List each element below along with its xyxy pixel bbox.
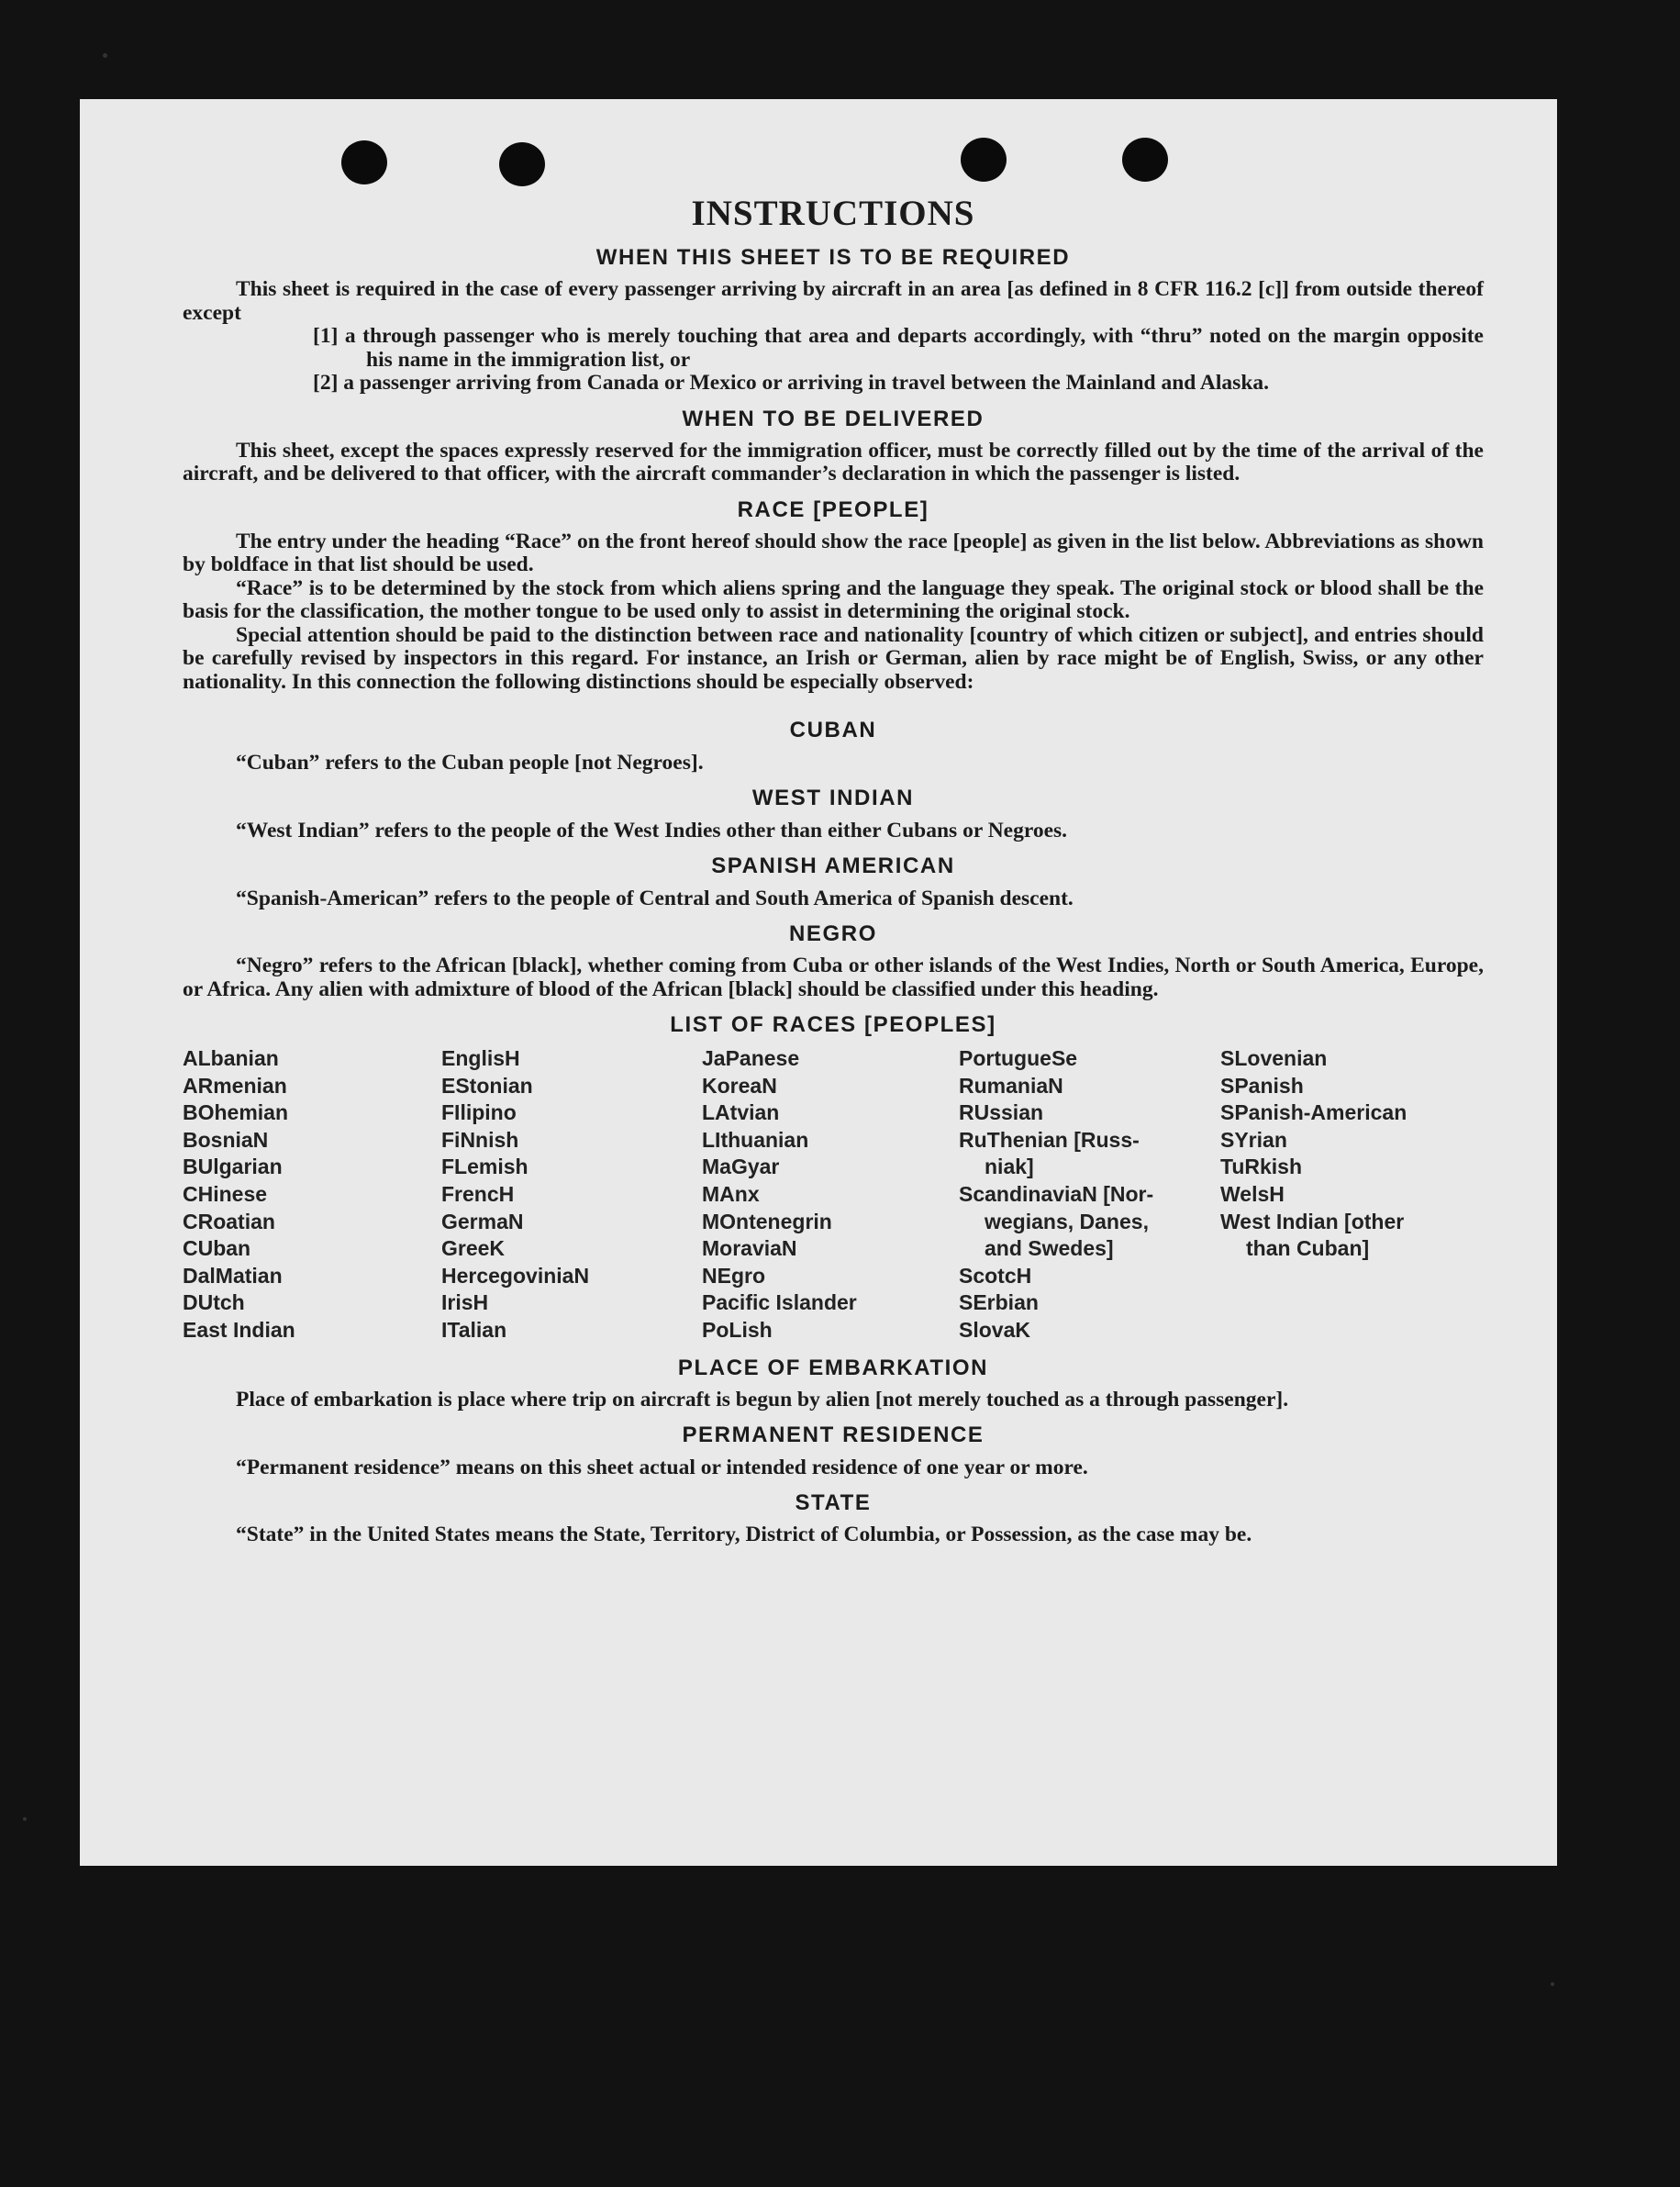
race-item: SlovaK bbox=[959, 1317, 1030, 1342]
dust-speck bbox=[1551, 1982, 1554, 1986]
race-item: HercegoviniaN bbox=[441, 1263, 590, 1288]
race-item: DUtch bbox=[183, 1290, 245, 1315]
race-paragraph-3: Special attention should be paid to the distinction between race and nationality [country of which citizen or subject], and entries should be carefully revised by inspectors in this regard. For instance, an Irish or German, alien by race might be of English, Swiss, or any other nationality. In this connection the following distinctions should be especially observed: bbox=[183, 622, 1484, 694]
race-item: KoreaN bbox=[702, 1073, 777, 1098]
race-item: FiNnish bbox=[441, 1127, 519, 1152]
race-item: LAtvian bbox=[702, 1100, 780, 1125]
dust-speck bbox=[23, 1817, 27, 1821]
punch-hole bbox=[961, 138, 1007, 182]
race-item: GreeK bbox=[441, 1236, 506, 1261]
section-heading-residence: PERMANENT RESIDENCE bbox=[682, 1423, 985, 1448]
delivered-text: This sheet, except the spaces expressly reserved for the immigration officer, must be correctly filled out by the time of the arrival of the aircraft, and be delivered to that officer, with the aircraft commander’s declaration in which the passenger is listed. bbox=[183, 438, 1484, 485]
races-list bbox=[183, 1045, 1484, 1345]
race-item: IrisH bbox=[441, 1290, 489, 1315]
races-column-3 bbox=[702, 1045, 959, 1345]
race-item-continued: wegians, Danes, bbox=[985, 1209, 1149, 1233]
section-heading-required: WHEN THIS SHEET IS TO BE REQUIRED bbox=[595, 245, 1071, 270]
race-item-continued: and Swedes] bbox=[985, 1236, 1114, 1261]
race-item: BosniaN bbox=[183, 1127, 269, 1152]
section-heading-state: STATE bbox=[795, 1490, 872, 1516]
race-item-continued: niak] bbox=[985, 1155, 1034, 1179]
race-item: Pacific Islander bbox=[702, 1290, 857, 1315]
punch-hole bbox=[499, 142, 545, 186]
race-item: EStonian bbox=[441, 1073, 533, 1098]
race-item: BOhemian bbox=[183, 1100, 289, 1125]
race-item: MoraviaN bbox=[702, 1236, 797, 1261]
race-item: BUlgarian bbox=[183, 1155, 283, 1179]
section-heading-race: RACE [PEOPLE] bbox=[737, 497, 929, 522]
residence-text: “Permanent residence” means on this sheet actual or intended residence of one year or more. bbox=[236, 1456, 1088, 1480]
race-item: ScandinaviaN [Nor- bbox=[959, 1181, 1154, 1206]
west-indian-text: “West Indian” refers to the people of the West Indies other than either Cubans or Negroes. bbox=[236, 819, 1068, 842]
cuban-text: “Cuban” refers to the Cuban people [not Negroes]. bbox=[236, 751, 704, 775]
required-intro: This sheet is required in the case of every passenger arriving by aircraft in an area [as defined in 8 CFR 116.2 [c]] from outside thereof except bbox=[183, 277, 1484, 325]
race-item: NEgro bbox=[702, 1263, 765, 1288]
spanish-american-text: “Spanish-American” refers to the people of Central and South America of Spanish descent. bbox=[236, 887, 1074, 910]
race-item: SPanish bbox=[1220, 1073, 1304, 1098]
race-paragraph-1: The entry under the heading “Race” on the front hereof should show the race [people] as given in the list below. Abbreviations as shown by boldface in that list should be used. bbox=[183, 529, 1484, 576]
race-item: SPanish-American bbox=[1220, 1100, 1407, 1125]
section-heading-list-of-races: LIST OF RACES [PEOPLES] bbox=[670, 1012, 996, 1037]
race-item: FrencH bbox=[441, 1181, 515, 1206]
section-heading-cuban: CUBAN bbox=[789, 718, 877, 742]
race-item: ARmenian bbox=[183, 1073, 287, 1098]
race-item: EnglisH bbox=[441, 1046, 520, 1070]
negro-text: “Negro” refers to the African [black], whether coming from Cuba or other islands of the West Indies, North or South America, Europe, or Africa. Any alien with admixture of blood of the African [black] should be classified under this heading. bbox=[183, 954, 1484, 1001]
race-item: WelsH bbox=[1220, 1181, 1285, 1206]
race-item: RUssian bbox=[959, 1100, 1044, 1125]
embarkation-text: Place of embarkation is place where trip on aircraft is begun by alien [not merely touched as a through passenger]. bbox=[236, 1387, 1289, 1412]
race-item: RuThenian [Russ- bbox=[959, 1127, 1140, 1152]
race-item: DalMatian bbox=[183, 1263, 283, 1288]
required-item-1: [1] a through passenger who is merely touching that area and departs accordingly, with “thru” noted on the margin opposite his name in the immigration list, or bbox=[313, 324, 1484, 372]
required-item-2: [2] a passenger arriving from Canada or Mexico or arriving in travel between the Mainland and Alaska. bbox=[313, 371, 1270, 395]
section-heading-west-indian: WEST INDIAN bbox=[751, 786, 915, 810]
section-heading-delivered: WHEN TO BE DELIVERED bbox=[682, 406, 985, 431]
race-item: SErbian bbox=[959, 1290, 1039, 1315]
punch-hole bbox=[1122, 138, 1168, 182]
race-item: CRoatian bbox=[183, 1209, 275, 1233]
race-item: RumaniaN bbox=[959, 1073, 1063, 1098]
race-item: LIthuanian bbox=[702, 1127, 809, 1152]
race-item: ITalian bbox=[441, 1317, 507, 1342]
race-item: CUban bbox=[183, 1236, 251, 1261]
race-item: JaPanese bbox=[702, 1046, 800, 1070]
race-item: CHinese bbox=[183, 1181, 268, 1206]
race-item: GermaN bbox=[441, 1209, 524, 1233]
race-item: MOntenegrin bbox=[702, 1209, 832, 1233]
race-item: West Indian [other bbox=[1220, 1209, 1405, 1233]
section-heading-embarkation: PLACE OF EMBARKATION bbox=[677, 1355, 989, 1380]
race-item: PortugueSe bbox=[959, 1046, 1078, 1070]
document-sheet bbox=[80, 99, 1557, 1866]
race-item: MaGyar bbox=[702, 1155, 780, 1179]
punch-hole bbox=[341, 140, 387, 184]
races-column-1 bbox=[183, 1045, 441, 1345]
races-column-5 bbox=[1220, 1045, 1459, 1345]
page-title: INSTRUCTIONS bbox=[691, 194, 975, 233]
race-item: TuRkish bbox=[1220, 1155, 1303, 1179]
race-item-continued: than Cuban] bbox=[1246, 1236, 1370, 1261]
races-column-2 bbox=[441, 1045, 702, 1345]
race-item: FLemish bbox=[441, 1155, 528, 1179]
race-item: East Indian bbox=[183, 1317, 295, 1342]
section-heading-negro: NEGRO bbox=[788, 921, 877, 946]
race-item: ALbanian bbox=[183, 1046, 279, 1070]
race-item: SLovenian bbox=[1220, 1046, 1328, 1070]
race-item: ScotcH bbox=[959, 1263, 1032, 1288]
dust-speck bbox=[103, 53, 107, 58]
section-heading-spanish-american: SPANISH AMERICAN bbox=[711, 854, 955, 878]
race-paragraph-2: “Race” is to be determined by the stock from which aliens spring and the language they speak. The original stock or blood shall be the basis for the classification, the mother tongue to be used only to assist in determining the original stock. bbox=[183, 575, 1484, 623]
races-column-4 bbox=[959, 1045, 1220, 1345]
race-item: PoLish bbox=[702, 1317, 773, 1342]
race-item: SYrian bbox=[1220, 1127, 1287, 1152]
state-text: “State” in the United States means the State, Territory, District of Columbia, or Possession, as the case may be. bbox=[236, 1523, 1252, 1547]
race-item: FIlipino bbox=[441, 1100, 517, 1125]
race-item: MAnx bbox=[702, 1181, 760, 1206]
